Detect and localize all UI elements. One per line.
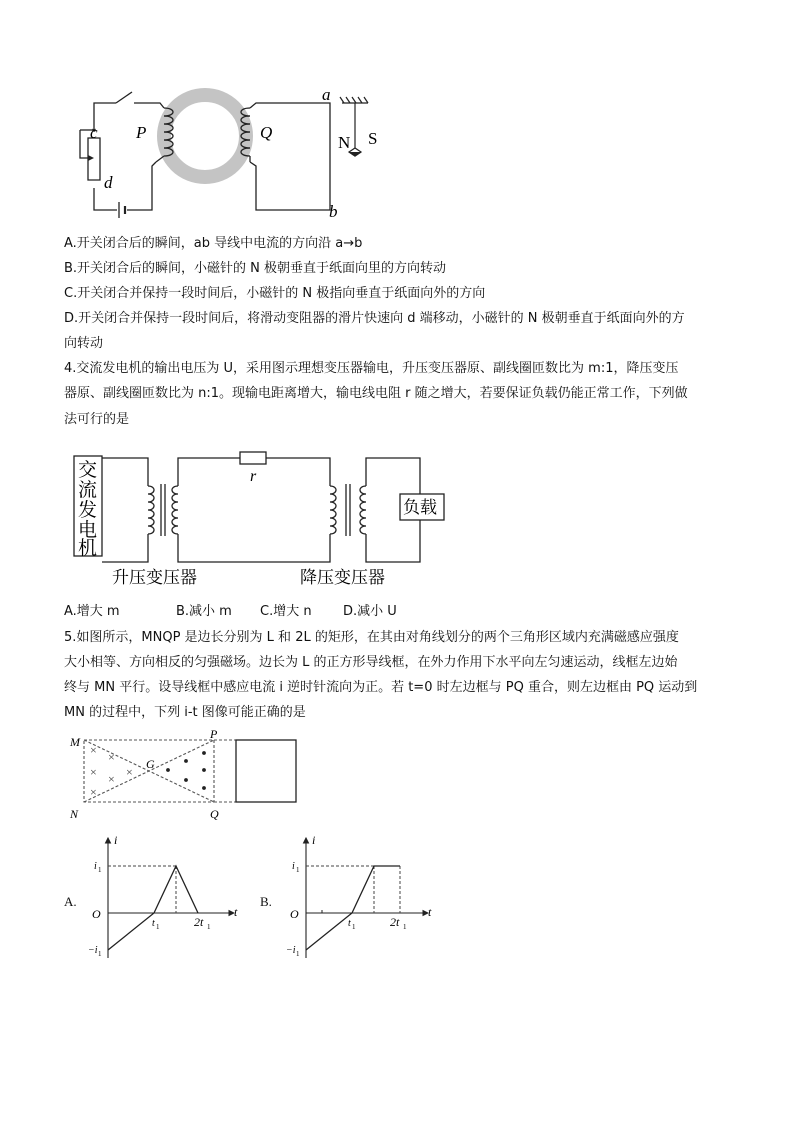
q4-option-c: C.增大 n [260,604,312,619]
q4-stem-line3: 法可行的是 [64,412,130,427]
graph-a-origin: O [92,907,101,921]
label-a: a [322,86,331,104]
graph-b-tick-2t1: 2t [390,915,400,929]
q3-option-d-line1: D.开关闭合并保持一段时间后，将滑动变阻器的滑片快速向 d 端移动，小磁针的 N 极朝垂直于纸面向外的方 [64,311,685,326]
transmission-figure [68,438,458,590]
graph-b-i-label: i [312,833,316,847]
label-M: M [70,735,80,749]
wire-P-bottom [127,162,156,210]
step-up-label: 升压变压器 [112,568,197,588]
graph-a-tick-2t1-sub: 1 [207,923,211,931]
cross-1: × [90,743,97,757]
wire-Q-top [250,103,330,210]
graph-a-i-label: i [114,833,118,847]
graph-a-tick-neg-i1: −i [88,945,98,956]
wire-c-arrow [80,130,88,158]
q5-stem-line4: MN 的过程中，下列 i-t 图像可能正确的是 [64,705,306,720]
cross-6: × [90,785,97,799]
label-d: d [104,173,113,192]
circuit-figure-1 [72,86,392,218]
wire-switch-to-P [134,103,164,108]
graph-b-tick-neg-i1-sub: 1 [296,950,300,958]
graph-b-tick-i1-sub: 1 [296,866,300,874]
dot-6 [202,786,206,790]
graph-b-tick-neg-i1: −i [286,945,296,956]
wire-generator-loop [102,458,148,562]
graph-b-origin: O [290,907,299,921]
graph-a-option: A. [64,894,77,909]
graph-a-tick-t1: t [152,918,155,929]
graph-a-tick-t1-sub: 1 [156,923,160,931]
label-b: b [329,202,338,218]
cross-3: × [90,765,97,779]
q3-option-c: C.开关闭合并保持一段时间后，小磁针的 N 极指向垂直于纸面向外的方向 [64,286,486,301]
dot-3 [202,768,206,772]
label-S: S [368,129,378,148]
resistor-label: r [250,468,257,485]
graph-a-t-label: t [234,905,238,919]
graph-b-option: B. [260,894,272,909]
rheostat-arrowhead [88,155,94,161]
label-c: c [90,123,98,142]
dot-1 [202,751,206,755]
generator-char-3: 发 [78,499,98,521]
step-down-label: 降压变压器 [300,568,385,588]
generator-char-4: 电 [78,519,98,541]
graph-a-tick-i1: i [94,861,97,872]
q5-stem-line2: 大小相等、方向相反的匀强磁场。边长为 L 的正方形导线框，在外力作用下水平向左匀速运动，线框左边始 [64,655,678,670]
q4-stem-line1: 4.交流发电机的输出电压为 U，采用图示理想变压器输电，升压变压器原、副线圈匝数比为 m:1，降压变压 [64,361,679,376]
square-frame [236,740,296,802]
graph-b [282,832,442,964]
load-label: 负载 [403,498,437,518]
label-N: N [70,807,79,821]
iron-ring [164,95,246,177]
graph-b-tick-t1: t [348,918,351,929]
q3-option-a: A.开关闭合后的瞬间，ab 导线中电流的方向沿 a→b [64,236,363,251]
cross-4: × [108,772,115,786]
label-G: G [146,757,155,771]
graph-a-curve [108,866,198,950]
graph-a-tick-2t1: 2t [194,915,204,929]
q5-stem-line1: 5.如图所示，MNQP 是边长分别为 L 和 2L 的矩形，在其由对角线划分的两个三角形区域内充满磁感应强度 [64,630,679,645]
label-N: N [338,133,351,152]
label-Q: Q [260,123,273,142]
q4-option-b: B.减小 m [176,604,232,619]
graph-b-tick-i1: i [292,861,295,872]
generator-char-2: 流 [78,479,98,501]
graph-b-t-label: t [428,905,432,919]
dot-2 [184,759,188,763]
resistor-r [240,452,266,464]
dot-5 [184,778,188,782]
dot-4 [166,768,170,772]
graph-b-tick-t1-sub: 1 [352,923,356,931]
graph-a-tick-neg-i1-sub: 1 [98,950,102,958]
label-Q: Q [210,807,219,821]
cross-2: × [108,750,115,764]
q4-option-a: A.增大 m [64,604,120,619]
graph-a [84,832,244,964]
graph-b-curve [306,866,400,950]
q4-option-d: D.减小 U [343,604,397,619]
q4-stem-line2: 器原、副线圈匝数比为 n:1。现输电距离增大，输电线电阻 r 随之增大，若要保证负载仍能正常工作，下列做 [64,386,688,401]
switch-blade [116,92,132,103]
generator-char-5: 机 [78,537,98,559]
graph-b-tick-2t1-sub: 1 [403,923,407,931]
graph-a-tick-i1-sub: 1 [98,866,102,874]
q3-option-d-line2: 向转动 [64,336,104,351]
field-region-figure [68,730,308,822]
cross-5: × [126,765,133,779]
q5-stem-line3: 终与 MN 平行。设导线框中感应电流 i 逆时针流向为正。若 t=0 时左边框与 PQ 重合，则左边框由 PQ 运动到 [64,680,698,695]
q3-option-b: B.开关闭合后的瞬间，小磁针的 N 极朝垂直于纸面向里的方向转动 [64,261,447,276]
label-P: P [210,730,218,741]
generator-char-1: 交 [78,459,98,481]
label-P: P [136,123,147,142]
